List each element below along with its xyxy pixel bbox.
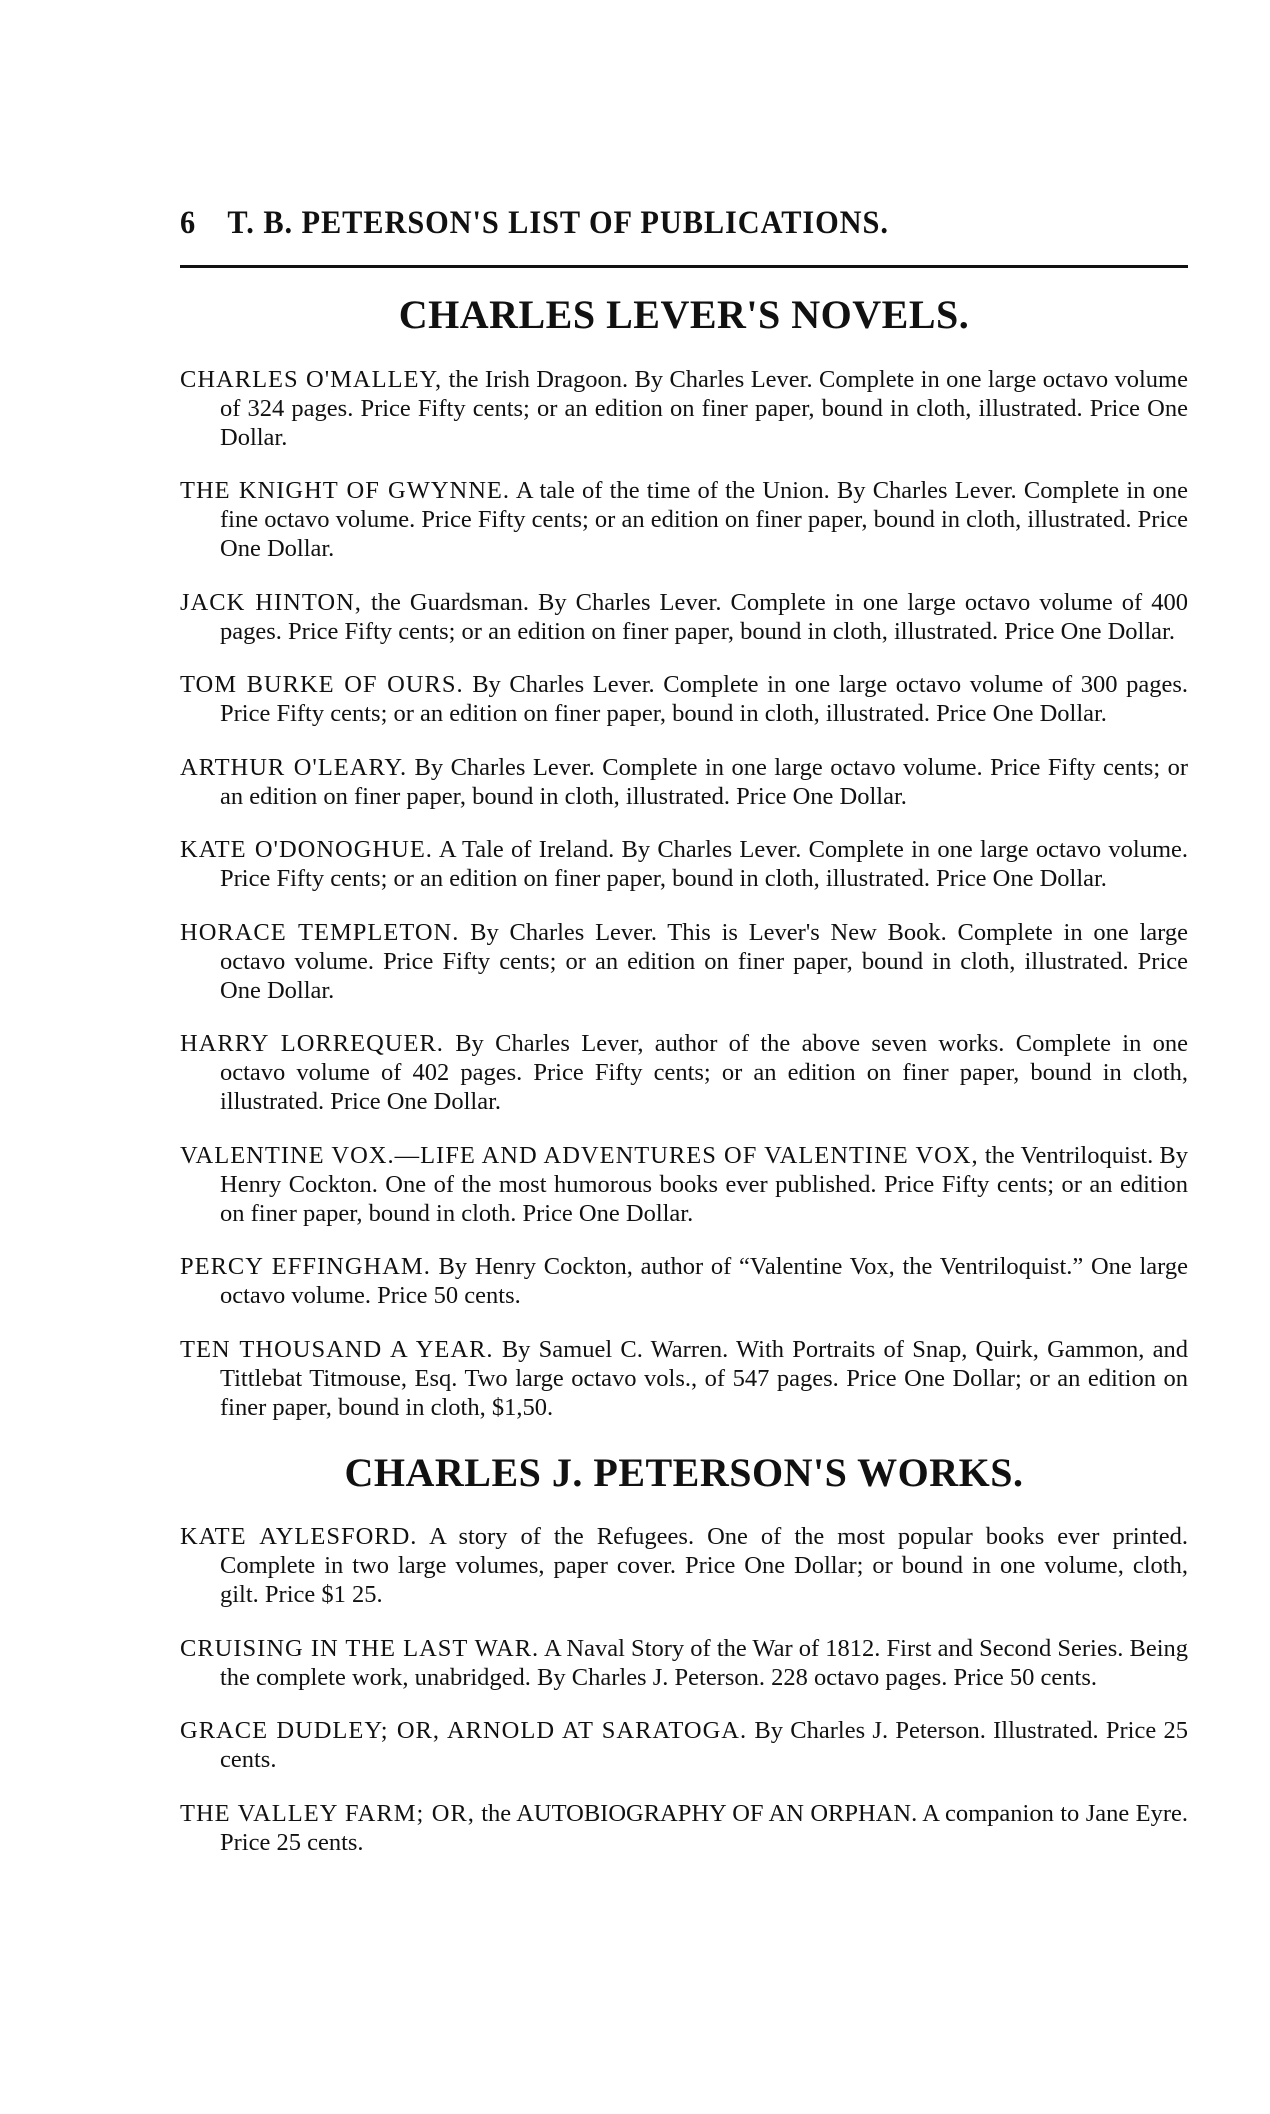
entry-title: CRUISING IN THE LAST WAR. xyxy=(180,1634,540,1662)
entry-description: By Charles Lever. This is Lever's New Book. Complete in one large octavo volume. Price Fifty cents; or an edition on finer paper, bound in cloth, illustrated. Price One Dollar. xyxy=(220,918,1189,1004)
entry-title: CHARLES O'MALLEY, xyxy=(180,365,443,393)
catalog-entry xyxy=(180,365,1188,452)
catalog-entry xyxy=(180,1252,1188,1310)
entry-description: A Tale of Ireland. By Charles Lever. Complete in one large octavo volume. Price Fifty cents; or an edition on finer paper, bound in cloth, illustrated. Price One Dollar. xyxy=(220,836,1188,892)
document-page xyxy=(180,205,1188,1870)
entry-description: the Ventriloquist. By Henry Cockton. One of the most humorous books ever published. Price Fifty cents; or an edition on finer paper, bound in cloth. Price One Dollar. xyxy=(220,1141,1189,1227)
entry-title: KATE AYLESFORD. xyxy=(180,1523,418,1550)
entry-title: THE KNIGHT OF GWYNNE. xyxy=(180,477,511,504)
catalog-entry xyxy=(180,753,1188,811)
catalog-entry xyxy=(180,588,1188,646)
page-number: 6 xyxy=(180,205,197,241)
entry-description: By Charles Lever, author of the above seven works. Complete in one octavo volume of 402 pages. Price Fifty cents; or an edition on finer paper, bound in cloth, illustrated. Price One Dollar. xyxy=(220,1030,1188,1115)
entry-title: TOM BURKE OF OURS. xyxy=(180,671,464,698)
entry-title: THE VALLEY FARM; OR, xyxy=(180,1799,475,1827)
entry-description: By Samuel C. Warren. With Portraits of Snap, Quirk, Gammon, and Tittlebat Titmouse, Esq. Two large octavo vols., of 547 pages. Price One Dollar; or an edition on finer paper, bound in cloth, $1,50. xyxy=(220,1335,1189,1421)
catalog-entry xyxy=(180,1029,1188,1116)
entry-title: PERCY EFFINGHAM. xyxy=(180,1253,431,1280)
entry-description: A tale of the time of the Union. By Charles Lever. Complete in one fine octavo volume. Price Fifty cents; or an edition on finer paper, bound in cloth, illustrated. Price One Dollar. xyxy=(220,477,1189,562)
entry-title: KATE O'DONOGHUE. xyxy=(180,836,433,863)
catalog-entry xyxy=(180,835,1188,893)
entry-description: A story of the Refugees. One of the most popular books ever printed. Complete in two large volumes, paper cover. Price One Dollar; or bound in one volume, cloth, gilt. Price $1 25. xyxy=(220,1523,1188,1608)
entry-description: By Charles Lever. Complete in one large octavo volume of 300 pages. Price Fifty cents; or an edition on finer paper, bound in cloth, illustrated. Price One Dollar. xyxy=(220,671,1189,727)
catalog-entry xyxy=(180,476,1188,563)
catalog-entry xyxy=(180,918,1188,1005)
running-title: T. B. PETERSON'S LIST OF PUBLICATIONS. xyxy=(227,205,889,241)
entry-title: GRACE DUDLEY; OR, ARNOLD AT SARATOGA. xyxy=(180,1717,748,1744)
catalog-entry xyxy=(180,1716,1188,1774)
section-heading: CHARLES LEVER'S NOVELS. xyxy=(398,292,970,337)
entry-title: HORACE TEMPLETON. xyxy=(180,918,460,946)
entry-description: the AUTOBIOGRAPHY OF AN ORPHAN. A companion to Jane Eyre. Price 25 cents. xyxy=(220,1799,1188,1856)
entry-title: VALENTINE VOX.—LIFE AND ADVENTURES OF VALENTINE VOX, xyxy=(180,1141,979,1169)
catalog-entry xyxy=(180,1522,1188,1609)
header-rule xyxy=(180,265,1188,268)
running-header xyxy=(180,205,1107,253)
catalog-entry xyxy=(180,1634,1188,1692)
entry-description: A Naval Story of the War of 1812. First and Second Series. Being the complete work, unabridged. By Charles J. Peterson. 228 octavo pages. Price 50 cents. xyxy=(220,1634,1189,1691)
entry-description: the Guardsman. By Charles Lever. Complete in one large octavo volume of 400 pages. Price Fifty cents; or an edition on finer paper, bound in cloth, illustrated. Price One Dollar. xyxy=(220,588,1188,645)
entry-title: JACK HINTON, xyxy=(180,588,362,616)
entry-description: By Henry Cockton, author of “Valentine Vox, the Ventriloquist.” One large octavo volume. Price 50 cents. xyxy=(220,1253,1189,1309)
entry-title: TEN THOUSAND A YEAR. xyxy=(180,1335,494,1363)
section-peterson-works xyxy=(180,1448,1188,1857)
entry-description: By Charles J. Peterson. Illustrated. Price 25 cents. xyxy=(220,1717,1189,1773)
catalog-entry xyxy=(180,670,1188,728)
catalog-entry xyxy=(180,1141,1188,1228)
catalog-entry xyxy=(180,1799,1188,1857)
entry-description: By Charles Lever. Complete in one large octavo volume. Price Fifty cents; or an edition on finer paper, bound in cloth, illustrated. Price One Dollar. xyxy=(220,753,1188,810)
section-heading: CHARLES J. PETERSON'S WORKS. xyxy=(344,1449,1024,1495)
entry-description: the Irish Dragoon. By Charles Lever. Complete in one large octavo volume of 324 pages. Price Fifty cents; or an edition on finer paper, bound in cloth, illustrated. Price One Dollar. xyxy=(220,365,1188,451)
entry-title: HARRY LORREQUER. xyxy=(180,1030,444,1057)
entry-title: ARTHUR O'LEARY. xyxy=(180,753,408,781)
catalog-entry xyxy=(180,1335,1188,1422)
section-lever-novels xyxy=(180,290,1188,1422)
